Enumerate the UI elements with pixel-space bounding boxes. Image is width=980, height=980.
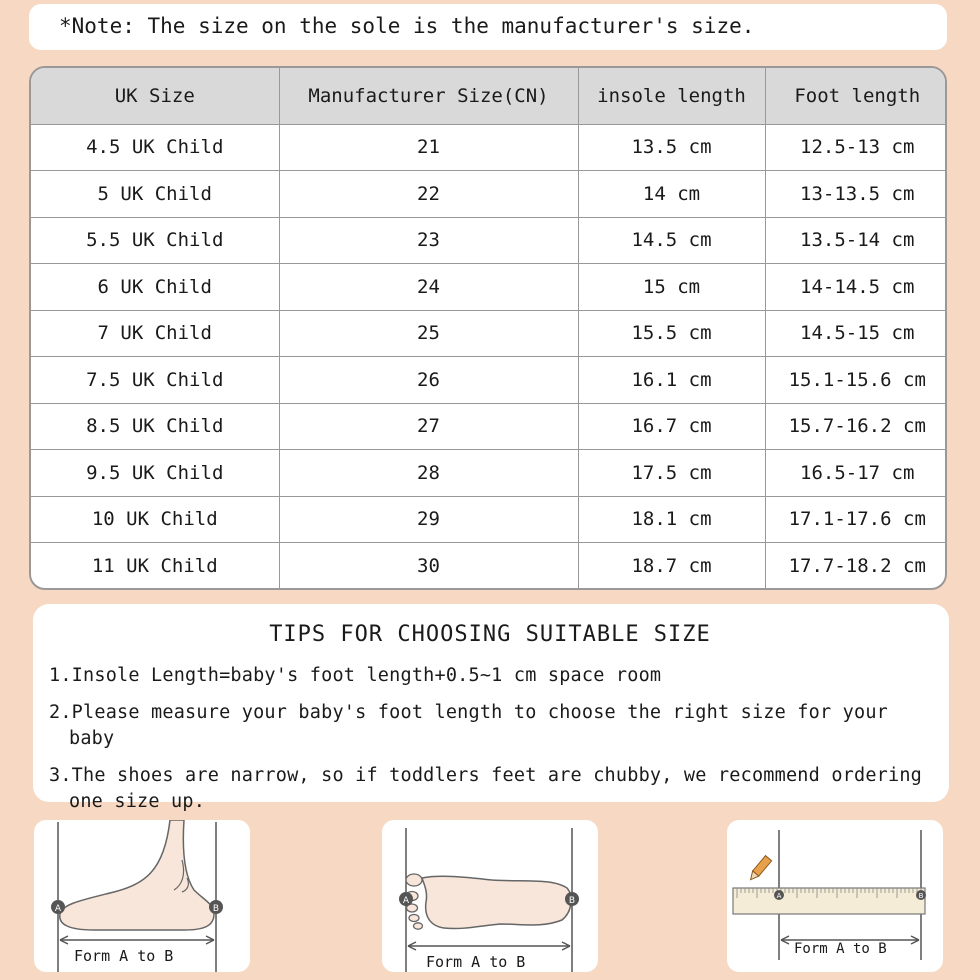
table-row [31, 496, 947, 543]
cell-uk-size: 5.5 UK Child [31, 217, 279, 264]
header-foot-length: Foot length [765, 68, 947, 124]
cell-uk-size: 10 UK Child [31, 496, 279, 543]
cell-foot-length: 13-13.5 cm [765, 171, 947, 218]
cell-manufacturer-size: 27 [279, 403, 578, 450]
tip-item: 1.Insole Length=baby's foot length+0.5~1 cm space room [49, 665, 662, 686]
cell-insole-length: 13.5 cm [578, 124, 765, 171]
tips-panel [33, 604, 949, 812]
table-row [31, 310, 947, 357]
cell-insole-length: 18.7 cm [578, 543, 765, 589]
table-row [31, 171, 947, 218]
tip-item: 3.The shoes are narrow, so if toddlers feet are chubby, we recommend ordering one size up. [49, 765, 923, 812]
cell-insole-length: 18.1 cm [578, 496, 765, 543]
header-uk-size: UK Size [31, 68, 279, 124]
point-b-label: B [568, 896, 576, 906]
top-view-label: Form A to B [423, 953, 528, 971]
cell-uk-size: 7.5 UK Child [31, 357, 279, 404]
header-manufacturer-size: Manufacturer Size(CN) [279, 68, 578, 124]
cell-insole-length: 16.1 cm [578, 357, 765, 404]
cell-foot-length: 15.1-15.6 cm [765, 357, 947, 404]
cell-manufacturer-size: 23 [279, 217, 578, 264]
cell-manufacturer-size: 26 [279, 357, 578, 404]
cell-uk-size: 6 UK Child [31, 264, 279, 311]
cell-foot-length: 14-14.5 cm [765, 264, 947, 311]
cell-foot-length: 15.7-16.2 cm [765, 403, 947, 450]
top-view-illustration [382, 820, 598, 972]
cell-uk-size: 9.5 UK Child [31, 450, 279, 497]
cell-uk-size: 11 UK Child [31, 543, 279, 589]
cell-manufacturer-size: 28 [279, 450, 578, 497]
size-note: *Note: The size on the sole is the manufacturer's size. [29, 4, 947, 50]
ruler-label: Form A to B [791, 941, 890, 957]
cell-foot-length: 17.7-18.2 cm [765, 543, 947, 589]
side-view-illustration [34, 820, 250, 972]
ruler-illustration [727, 820, 943, 972]
cell-manufacturer-size: 25 [279, 310, 578, 357]
footprint-icon [382, 820, 598, 972]
cell-uk-size: 5 UK Child [31, 171, 279, 218]
table-row [31, 264, 947, 311]
point-b-label: B [918, 892, 924, 900]
table-row [31, 124, 947, 171]
pencil-icon [748, 856, 772, 883]
tips-title: TIPS FOR CHOOSING SUITABLE SIZE [269, 622, 711, 647]
table-header-row [31, 68, 947, 124]
table-row [31, 403, 947, 450]
point-a-label: A [402, 896, 410, 906]
side-view-label: Form A to B [71, 947, 176, 965]
cell-foot-length: 14.5-15 cm [765, 310, 947, 357]
cell-insole-length: 14 cm [578, 171, 765, 218]
cell-uk-size: 4.5 UK Child [31, 124, 279, 171]
cell-foot-length: 12.5-13 cm [765, 124, 947, 171]
cell-uk-size: 8.5 UK Child [31, 403, 279, 450]
cell-manufacturer-size: 24 [279, 264, 578, 311]
size-chart-table [29, 66, 947, 590]
cell-foot-length: 16.5-17 cm [765, 450, 947, 497]
tip-item: 2.Please measure your baby's foot length to choose the right size for your baby [49, 702, 889, 749]
cell-insole-length: 15 cm [578, 264, 765, 311]
table-row [31, 357, 947, 404]
cell-insole-length: 16.7 cm [578, 403, 765, 450]
point-a-label: A [54, 904, 62, 914]
table-row [31, 450, 947, 497]
point-a-label: A [776, 892, 782, 900]
header-insole-length: insole length [578, 68, 765, 124]
cell-foot-length: 13.5-14 cm [765, 217, 947, 264]
cell-manufacturer-size: 22 [279, 171, 578, 218]
cell-manufacturer-size: 29 [279, 496, 578, 543]
cell-insole-length: 17.5 cm [578, 450, 765, 497]
cell-manufacturer-size: 30 [279, 543, 578, 589]
table-row [31, 543, 947, 589]
cell-manufacturer-size: 21 [279, 124, 578, 171]
cell-insole-length: 15.5 cm [578, 310, 765, 357]
table-row [31, 217, 947, 264]
point-b-label: B [212, 904, 220, 914]
cell-insole-length: 14.5 cm [578, 217, 765, 264]
cell-foot-length: 17.1-17.6 cm [765, 496, 947, 543]
cell-uk-size: 7 UK Child [31, 310, 279, 357]
